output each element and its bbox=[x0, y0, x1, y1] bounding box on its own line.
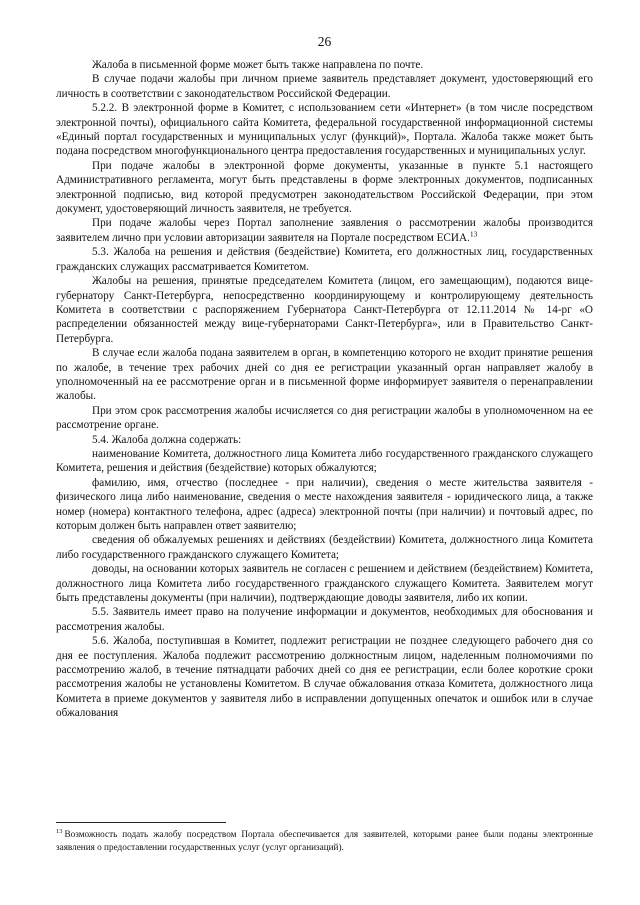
document-body bbox=[56, 58, 593, 721]
paragraph: 5.3. Жалоба на решения и действия (бездействие) Комитета, его должностных лиц, государственных гражданских служащих рассматривается Комитетом. bbox=[56, 246, 593, 273]
paragraph: 5.4. Жалоба должна содержать: bbox=[92, 433, 242, 446]
page-number: 26 bbox=[317, 34, 332, 49]
footnote-number: 13 bbox=[56, 827, 63, 835]
footnote bbox=[56, 828, 593, 853]
paragraph: Жалоба в письменной форме может быть также направлена по почте. bbox=[92, 59, 424, 71]
footnote-reference: 13 bbox=[469, 229, 478, 239]
paragraph: 5.5. Заявитель имеет право на получение информации и документов, необходимых для обоснования и рассмотрения жалобы. bbox=[56, 606, 593, 633]
paragraph: доводы, на основании которых заявитель не согласен с решением и действием (бездействием) Комитета, должностного лица Комитета либо государственного гражданского служащего Комитета. Заявителем могут быть представлены документы (при наличии), подтверждающие доводы заявителя, либо их копии. bbox=[56, 563, 593, 605]
paragraph: В случае если жалоба подана заявителем в орган, в компетенцию которого не входит принятие решения по жалобе, в течение трех рабочих дней со дня ее регистрации указанный орган направляет жалобу в уполномоченный на ее рассмотрение орган и в письменной форме информирует заявителя о перенаправлении жалобы. bbox=[56, 347, 593, 403]
paragraph: 5.2.2. В электронной форме в Комитет, с использованием сети «Интернет» (в том числе посредством электронной почты), официального сайта Комитета, федеральной государственной информационной системы «Единый портал государственных и муниципальных услуг (функций)», Портала. Жалоба также может быть подана посредством многофункционального центра предоставления государственных и муниципальных услуг. bbox=[56, 102, 593, 158]
paragraph: При этом срок рассмотрения жалобы исчисляется со дня регистрации жалобы в уполномоченном на ее рассмотрение органе. bbox=[56, 404, 593, 432]
footnote-divider bbox=[56, 822, 226, 823]
paragraph: наименование Комитета, должностного лица Комитета либо государственного гражданского служащего Комитета, решения и действия (бездействие) которых обжалуются; bbox=[56, 447, 593, 475]
paragraph: Жалобы на решения, принятые председателем Комитета (лицом, его замещающим), подаются вице-губернатору Санкт-Петербурга, непосредственно координирующему и контролирующему деятельность Комитета в соответствии с распоряжением Губернатора Санкт-Петербурга от 12.11.2014 № 14-рг «О распределении обязанностей между вице-губернаторами Санкт-Петербурга», или в Правительство Санкт-Петербурга. bbox=[56, 275, 593, 345]
footnote-text: Возможность подать жалобу посредством Портала обеспечивается для заявителей, которыми ранее были поданы электронные заявления о предоставлении государственных услуг (услуг организаций). bbox=[56, 829, 593, 852]
paragraph: фамилию, имя, отчество (последнее - при наличии), сведения о месте жительства заявителя - физического лица либо наименование, сведения о месте нахождения заявителя - юридического лица, а также номер (номера) контактного телефона, адрес (адреса) электронной почты (при наличии) и почтовый адрес, по которым должен быть направлен ответ заявителю; bbox=[56, 476, 593, 532]
paragraph: При подаче жалобы в электронной форме документы, указанные в пункте 5.1 настоящего Административного регламента, могут быть представлены в форме электронных документов, подписанных электронной подписью, вид которой предусмотрен законодательством Российской Федерации, при этом документ, удостоверяющий личность заявителя, не требуется. bbox=[56, 159, 593, 216]
paragraph: 5.6. Жалоба, поступившая в Комитет, подлежит регистрации не позднее следующего рабочего дня со дня ее поступления. Жалоба подлежит рассмотрению должностным лицом, наделенным полномочиями по рассмотрению жалоб, в течение пятнадцати рабочих дней со дня ее регистрации, если более короткие сроки рассмотрения жалобы не установлены Комитетом. В случае обжалования отказа Комитета, должностного лица Комитета в приеме документов у заявителя либо в исправлении допущенных опечаток и ошибок или в случае обжалования bbox=[56, 635, 593, 720]
paragraph-text: При подаче жалобы через Портал заполнение заявления о рассмотрении жалобы производится заявителем лично при условии авторизации заявителя на Портале посредством ЕСИА. bbox=[56, 217, 593, 244]
paragraph: сведения об обжалуемых решениях и действиях (бездействии) Комитета, должностного лица Комитета либо государственного гражданского служащего Комитета; bbox=[56, 534, 593, 561]
paragraph-with-footnote bbox=[56, 216, 593, 245]
paragraph: В случае подачи жалобы при личном приеме заявитель представляет документ, удостоверяющий его личность в соответствии с законодательством Российской Федерации. bbox=[56, 73, 593, 100]
